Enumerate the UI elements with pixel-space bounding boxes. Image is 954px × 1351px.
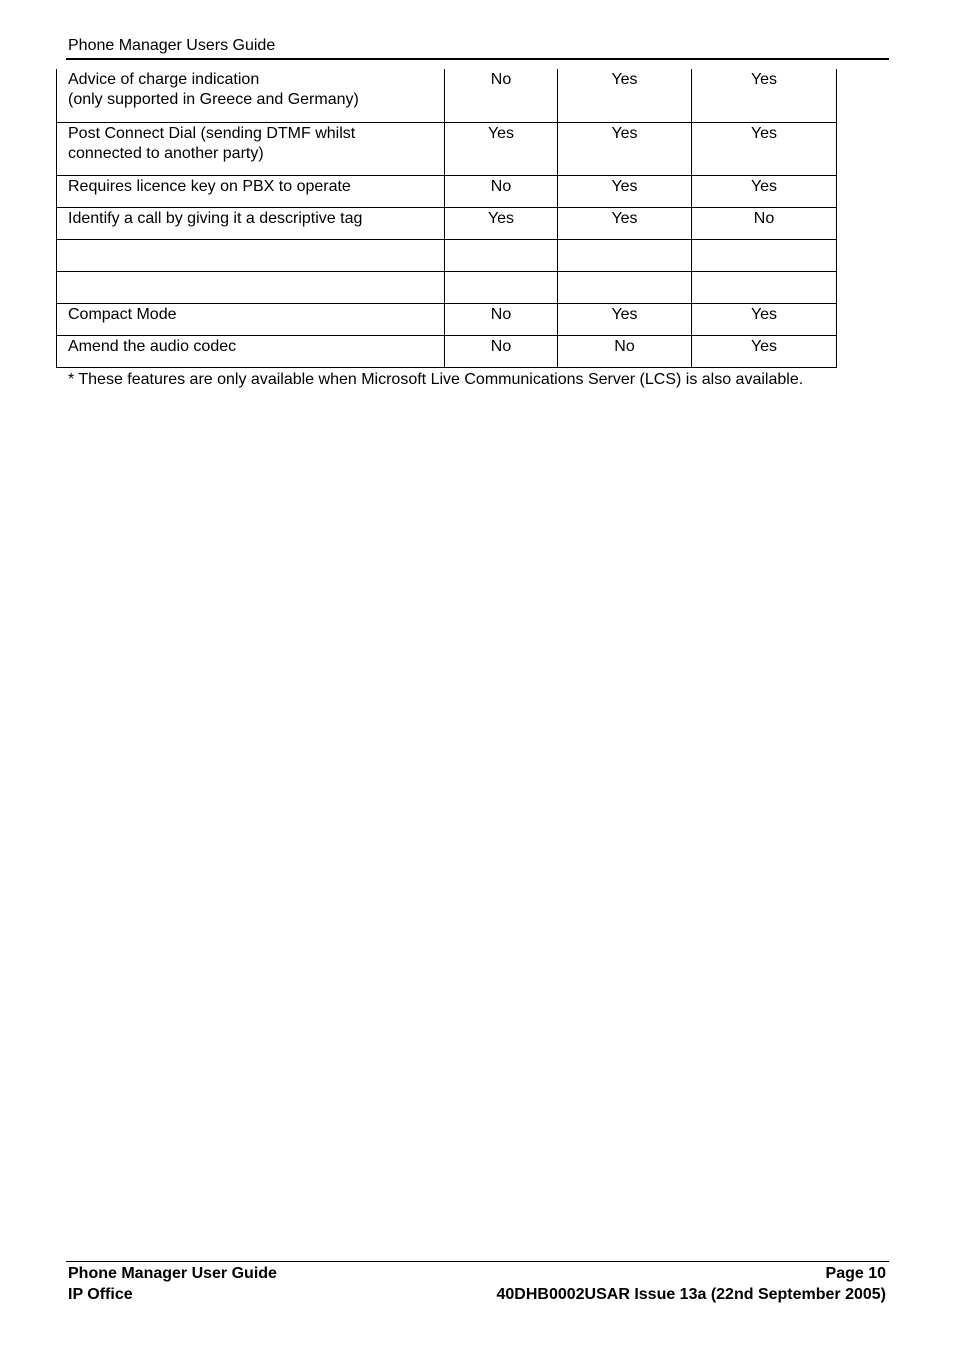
value-cell: Yes (692, 175, 837, 207)
value-cell: Yes (692, 69, 837, 122)
table-row (57, 175, 837, 207)
footer-page-number: Page 10 (825, 1265, 886, 1282)
value-cell: No (445, 335, 558, 367)
header-divider (66, 58, 889, 60)
value-cell (692, 239, 837, 271)
feature-comparison-table (56, 69, 837, 368)
value-cell (445, 271, 558, 303)
value-cell: Yes (692, 122, 837, 175)
feature-cell: Requires licence key on PBX to operate (57, 175, 445, 207)
value-cell: Yes (558, 69, 692, 122)
value-cell: No (558, 335, 692, 367)
footer-divider (66, 1261, 889, 1262)
feature-label-note: connected to another party) (68, 144, 264, 162)
footer-product-name: IP Office (68, 1286, 133, 1303)
value-cell: Yes (445, 122, 558, 175)
table-row (57, 239, 837, 271)
table-row (57, 303, 837, 335)
value-cell: Yes (692, 335, 837, 367)
value-cell: Yes (558, 122, 692, 175)
value-cell: Yes (692, 303, 837, 335)
table-row (57, 335, 837, 367)
value-cell (445, 239, 558, 271)
footer-document-issue: 40DHB0002USAR Issue 13a (22nd September 2005) (496, 1286, 886, 1303)
feature-label-note: (only supported in Greece and Germany) (68, 91, 359, 108)
page-header-title: Phone Manager Users Guide (68, 37, 276, 54)
footer-left (68, 1263, 277, 1305)
table-row (57, 69, 837, 122)
feature-cell: Identify a call by giving it a descriptive tag (57, 207, 445, 239)
value-cell (558, 271, 692, 303)
value-cell (692, 271, 837, 303)
footer-guide-title: Phone Manager User Guide (68, 1265, 277, 1282)
feature-cell (57, 122, 445, 175)
table-row (57, 271, 837, 303)
value-cell: No (445, 303, 558, 335)
value-cell: Yes (558, 175, 692, 207)
feature-label: Advice of charge indication (68, 71, 260, 88)
value-cell: No (445, 175, 558, 207)
value-cell: Yes (558, 303, 692, 335)
feature-cell (57, 239, 445, 271)
footnote: * These features are only available when Microsoft Live Communications Server (LCS) is also available. (68, 371, 804, 388)
value-cell: No (692, 207, 837, 239)
value-cell: No (445, 69, 558, 122)
feature-label: Post Connect Dial (sending DTMF whilst (68, 124, 356, 142)
value-cell: Yes (445, 207, 558, 239)
table-row (57, 207, 837, 239)
feature-cell: Amend the audio codec (57, 335, 445, 367)
feature-cell (57, 271, 445, 303)
footer-right (496, 1263, 886, 1305)
table-row (57, 122, 837, 175)
value-cell (558, 239, 692, 271)
feature-cell (57, 69, 445, 122)
value-cell: Yes (558, 207, 692, 239)
feature-cell: Compact Mode (57, 303, 445, 335)
